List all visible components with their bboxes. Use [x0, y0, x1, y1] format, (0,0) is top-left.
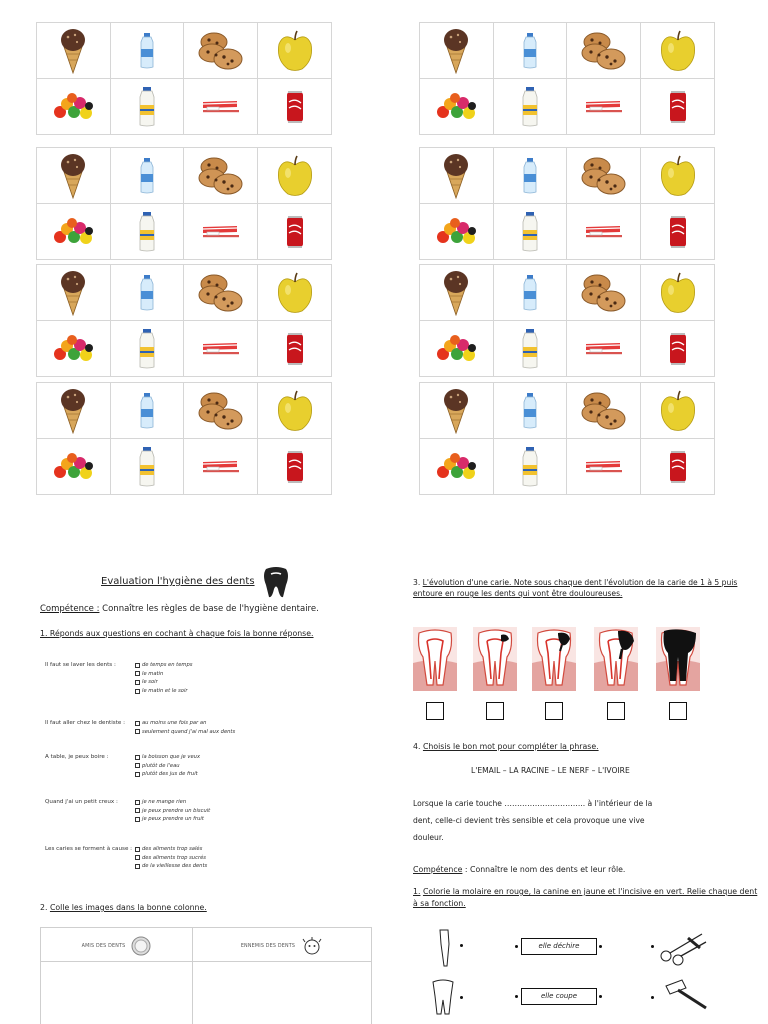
- grid-cell[interactable]: [258, 79, 332, 135]
- grid-cell[interactable]: [420, 148, 494, 204]
- grid-cell[interactable]: [567, 204, 641, 260]
- grid-cell[interactable]: [184, 265, 258, 321]
- grid-cell[interactable]: [184, 383, 258, 439]
- answer-option[interactable]: [135, 687, 192, 696]
- image-grid-2: [419, 22, 715, 135]
- col-friends-title: AMIS DES DENTS: [81, 943, 126, 949]
- grid-cell[interactable]: [258, 265, 332, 321]
- molar-icon: [430, 978, 456, 1018]
- grid-cell[interactable]: [493, 321, 567, 377]
- tools-dot-2[interactable]: [651, 996, 654, 999]
- ice-cream-icon: [420, 270, 493, 316]
- answer-text: seulement quand j'ai mal aux dents: [142, 728, 236, 735]
- ice-cream-icon: [420, 153, 493, 199]
- grid-cell[interactable]: [493, 148, 567, 204]
- milk-bottle-icon: [111, 212, 184, 252]
- answer-checkbox[interactable]: [135, 847, 140, 852]
- ice-cream-icon: [37, 388, 110, 434]
- grid-cell[interactable]: [110, 439, 184, 495]
- grid-cell[interactable]: [110, 321, 184, 377]
- answer-checkbox[interactable]: [135, 864, 140, 869]
- grid-cell[interactable]: [37, 79, 111, 135]
- answer-option[interactable]: [135, 661, 192, 670]
- decay-stage-tooth-icon: [473, 627, 517, 695]
- competence2-line: Compétence : Connaître le nom des dents et leur rôle.: [413, 865, 626, 874]
- competence-line: [40, 604, 319, 614]
- milk-bottle-icon: [111, 447, 184, 487]
- answer-checkbox[interactable]: [135, 721, 140, 726]
- apple-icon: [258, 272, 331, 314]
- grid-cell[interactable]: [258, 383, 332, 439]
- answer-text: je peux prendre un biscuit: [142, 807, 211, 814]
- apple-icon: [258, 30, 331, 72]
- q2-title: 2. Colle les images dans la bonne colonne.: [40, 903, 207, 912]
- function-tear-box: elle déchire: [521, 938, 597, 955]
- tear-right-dot[interactable]: [599, 945, 602, 948]
- answer-text: je peux prendre un fruit: [142, 816, 204, 823]
- grid-cell[interactable]: [567, 265, 641, 321]
- grid-cell[interactable]: [567, 148, 641, 204]
- milk-bottle-icon: [494, 447, 567, 487]
- grid-cell[interactable]: [420, 383, 494, 439]
- decay-stage-answer-box[interactable]: [486, 702, 504, 720]
- toothpaste-brush-icon: [184, 98, 257, 116]
- col-enemies[interactable]: [193, 928, 372, 962]
- answer-text: le matin: [142, 670, 164, 677]
- grid-cell[interactable]: [37, 148, 111, 204]
- grid-cell[interactable]: [258, 321, 332, 377]
- grid-cell[interactable]: [567, 383, 641, 439]
- grid-cell[interactable]: [641, 265, 715, 321]
- water-bottle-icon: [494, 393, 567, 429]
- water-bottle-icon: [111, 33, 184, 69]
- answer-option[interactable]: [135, 854, 207, 863]
- hammer-icon: [660, 978, 710, 1012]
- answer-text: plutôt de l'eau: [142, 762, 180, 769]
- col-friends-area[interactable]: [41, 962, 193, 1024]
- answer-checkbox[interactable]: [135, 772, 140, 777]
- candies-icon: [37, 217, 110, 247]
- q5-instructions: 1. Colorie la molaire en rouge, la canine en jaune et l'incisive en vert. Relie chaque dent à sa fonction.: [413, 887, 758, 908]
- candies-icon: [420, 452, 493, 482]
- decay-stage-tooth-icon: [656, 627, 700, 695]
- grid-cell[interactable]: [37, 439, 111, 495]
- question-label: Quand j'ai un petit creux :: [45, 799, 118, 805]
- answer-option[interactable]: [135, 815, 210, 824]
- grid-cell[interactable]: [110, 383, 184, 439]
- answer-text: la boisson que je veux: [142, 754, 201, 760]
- image-grid-8: [419, 382, 715, 495]
- grid-cell[interactable]: [184, 23, 258, 79]
- toothpaste-brush-icon: [567, 98, 640, 116]
- toothpaste-brush-icon: [567, 223, 640, 241]
- answer-checkbox[interactable]: [135, 763, 140, 768]
- answer-checkbox[interactable]: [135, 680, 140, 685]
- cola-can-icon: [641, 450, 714, 484]
- answer-text: le soir: [142, 679, 158, 686]
- tools-dot-1[interactable]: [651, 945, 654, 948]
- grid-cell[interactable]: [37, 383, 111, 439]
- cola-can-icon: [258, 332, 331, 366]
- germ-icon: [301, 936, 323, 956]
- scissors-tool-icon: [658, 928, 710, 966]
- question-options: [135, 661, 192, 695]
- tear-left-dot[interactable]: [515, 945, 518, 948]
- grid-cell[interactable]: [184, 79, 258, 135]
- grid-cell[interactable]: [641, 383, 715, 439]
- toothpaste-brush-icon: [184, 458, 257, 476]
- grid-cell[interactable]: [420, 321, 494, 377]
- candies-icon: [37, 92, 110, 122]
- answer-checkbox[interactable]: [135, 808, 140, 813]
- answer-text: le matin et le soir: [142, 687, 188, 694]
- answer-option[interactable]: [135, 728, 235, 737]
- answer-checkbox[interactable]: [135, 663, 140, 668]
- image-grid-7: [36, 382, 332, 495]
- answer-option[interactable]: [135, 862, 207, 871]
- decay-stage-answer-box[interactable]: [607, 702, 625, 720]
- candies-icon: [420, 92, 493, 122]
- water-bottle-icon: [111, 393, 184, 429]
- q1-title: 1. Réponds aux questions en cochant à chaque fois la bonne réponse.: [40, 629, 314, 638]
- milk-bottle-icon: [494, 212, 567, 252]
- grid-cell[interactable]: [184, 321, 258, 377]
- question-options: [135, 719, 235, 736]
- grid-cell[interactable]: [258, 23, 332, 79]
- grid-cell[interactable]: [641, 148, 715, 204]
- answer-option[interactable]: [135, 770, 200, 779]
- answer-checkbox[interactable]: [135, 800, 140, 805]
- grid-cell[interactable]: [110, 204, 184, 260]
- cookies-icon: [184, 273, 257, 313]
- answer-text: je ne mange rien: [142, 799, 187, 805]
- cola-can-icon: [641, 332, 714, 366]
- grid-cell[interactable]: [641, 23, 715, 79]
- toothpaste-brush-icon: [184, 340, 257, 358]
- question-options: [135, 798, 210, 824]
- cookies-icon: [184, 31, 257, 71]
- cookies-icon: [567, 391, 640, 431]
- answer-text: des aliments trop sucrés: [142, 854, 206, 861]
- apple-icon: [641, 30, 714, 72]
- apple-icon: [641, 390, 714, 432]
- question-label: Il faut se laver les dents :: [45, 662, 116, 668]
- grid-cell[interactable]: [641, 79, 715, 135]
- grid-cell[interactable]: [258, 439, 332, 495]
- grid-cell[interactable]: [567, 79, 641, 135]
- answer-option[interactable]: [135, 762, 200, 771]
- grid-cell[interactable]: [258, 204, 332, 260]
- grid-cell[interactable]: [493, 23, 567, 79]
- cut-right-dot[interactable]: [599, 995, 602, 998]
- question-options: [135, 753, 200, 779]
- image-grid-1: [36, 22, 332, 135]
- milk-bottle-icon: [111, 329, 184, 369]
- answer-option[interactable]: [135, 753, 200, 762]
- milk-bottle-icon: [494, 87, 567, 127]
- answer-option[interactable]: [135, 678, 192, 687]
- q4-title: 4. Choisis le bon mot pour compléter la phrase.: [413, 742, 599, 751]
- incisor-dot[interactable]: [460, 944, 463, 947]
- cola-can-icon: [641, 90, 714, 124]
- answer-option[interactable]: [135, 845, 207, 854]
- grid-cell[interactable]: [420, 265, 494, 321]
- milk-bottle-icon: [111, 87, 184, 127]
- grid-cell[interactable]: [420, 23, 494, 79]
- toothpaste-brush-icon: [567, 458, 640, 476]
- competence-label: Compétence :: [40, 604, 100, 614]
- cookies-icon: [567, 31, 640, 71]
- toothpaste-brush-icon: [184, 223, 257, 241]
- answer-option[interactable]: [135, 798, 210, 807]
- fill-sentence: Lorsque la carie touche ………………………….. à l'intérieur de la dent, celle-ci devient très sensible et cela provoque une vive douleur.: [413, 799, 653, 842]
- grid-cell[interactable]: [37, 321, 111, 377]
- cookies-icon: [567, 273, 640, 313]
- grid-cell[interactable]: [184, 148, 258, 204]
- milk-bottle-icon: [494, 329, 567, 369]
- decay-stage-answer-box[interactable]: [426, 702, 444, 720]
- col-enemies-title: ENNEMIS DES DENTS: [240, 943, 296, 949]
- cola-can-icon: [258, 90, 331, 124]
- sort-table: [40, 927, 372, 1024]
- answer-checkbox[interactable]: [135, 671, 140, 676]
- grid-cell[interactable]: [493, 265, 567, 321]
- decay-stage-tooth-icon: [532, 627, 576, 695]
- question-label: Il faut aller chez le dentiste :: [45, 720, 125, 726]
- candies-icon: [420, 334, 493, 364]
- decay-stage-answer-box[interactable]: [545, 702, 563, 720]
- answer-text: de la vieillesse des dents: [142, 863, 208, 870]
- happy-tooth-icon: [131, 936, 151, 956]
- ice-cream-icon: [420, 388, 493, 434]
- apple-icon: [641, 272, 714, 314]
- grid-cell[interactable]: [493, 383, 567, 439]
- water-bottle-icon: [111, 275, 184, 311]
- word-bank: L'EMAIL – LA RACINE – LE NERF – L'IVOIRE: [471, 766, 630, 775]
- water-bottle-icon: [494, 275, 567, 311]
- image-grid-5: [36, 264, 332, 377]
- answer-checkbox[interactable]: [135, 855, 140, 860]
- answer-option[interactable]: [135, 670, 192, 679]
- question-label: Les caries se forment à cause :: [45, 846, 133, 852]
- question-options: [135, 845, 207, 871]
- answer-option[interactable]: [135, 807, 210, 816]
- candies-icon: [420, 217, 493, 247]
- grid-cell[interactable]: [641, 321, 715, 377]
- grid-cell[interactable]: [184, 204, 258, 260]
- answer-checkbox[interactable]: [135, 755, 140, 760]
- decay-stage-tooth-icon: [413, 627, 457, 695]
- ice-cream-icon: [37, 270, 110, 316]
- grid-cell[interactable]: [37, 265, 111, 321]
- answer-text: plutôt des jus de fruit: [142, 771, 198, 778]
- cola-can-icon: [258, 215, 331, 249]
- image-grid-4: [419, 147, 715, 260]
- grid-cell[interactable]: [420, 439, 494, 495]
- grid-cell[interactable]: [110, 148, 184, 204]
- grid-cell[interactable]: [567, 23, 641, 79]
- cookies-icon: [567, 156, 640, 196]
- grid-cell[interactable]: [493, 79, 567, 135]
- col-enemies-area[interactable]: [193, 962, 372, 1024]
- col-friends[interactable]: [41, 928, 193, 962]
- cola-can-icon: [258, 450, 331, 484]
- grid-cell[interactable]: [37, 23, 111, 79]
- cola-can-icon: [641, 215, 714, 249]
- competence-text: Connaître les règles de base de l'hygiène dentaire.: [102, 604, 319, 614]
- apple-icon: [258, 155, 331, 197]
- answer-checkbox[interactable]: [135, 817, 140, 822]
- grid-cell[interactable]: [110, 79, 184, 135]
- answer-text: au moins une fois par an: [142, 720, 207, 726]
- answer-checkbox[interactable]: [135, 729, 140, 734]
- grid-cell[interactable]: [641, 204, 715, 260]
- water-bottle-icon: [494, 158, 567, 194]
- cookies-icon: [184, 156, 257, 196]
- cookies-icon: [184, 391, 257, 431]
- question-label: A table, je peux boire :: [45, 754, 109, 760]
- decay-stage-tooth-icon: [594, 627, 638, 695]
- grid-cell[interactable]: [420, 204, 494, 260]
- grid-cell[interactable]: [493, 439, 567, 495]
- candies-icon: [37, 452, 110, 482]
- water-bottle-icon: [494, 33, 567, 69]
- answer-text: de temps en temps: [142, 662, 193, 668]
- image-grid-3: [36, 147, 332, 260]
- grid-cell[interactable]: [110, 265, 184, 321]
- tooth-logo-icon: [262, 565, 290, 599]
- cut-left-dot[interactable]: [515, 995, 518, 998]
- grid-cell[interactable]: [420, 79, 494, 135]
- grid-cell[interactable]: [110, 23, 184, 79]
- apple-icon: [641, 155, 714, 197]
- answer-text: des aliments trop salés: [142, 846, 203, 852]
- grid-cell[interactable]: [258, 148, 332, 204]
- worksheet-title: Evaluation l'hygiène des dents: [101, 576, 255, 587]
- answer-option[interactable]: [135, 719, 235, 728]
- grid-cell[interactable]: [641, 439, 715, 495]
- molar-dot[interactable]: [460, 996, 463, 999]
- decay-stage-answer-box[interactable]: [669, 702, 687, 720]
- grid-cell[interactable]: [567, 439, 641, 495]
- incisor-icon: [434, 928, 454, 968]
- grid-cell[interactable]: [493, 204, 567, 260]
- answer-checkbox[interactable]: [135, 689, 140, 694]
- ice-cream-icon: [37, 153, 110, 199]
- image-grid-6: [419, 264, 715, 377]
- ice-cream-icon: [37, 28, 110, 74]
- grid-cell[interactable]: [37, 204, 111, 260]
- function-cut-box: elle coupe: [521, 988, 597, 1005]
- grid-cell[interactable]: [567, 321, 641, 377]
- q3-instructions: 3. L'évolution d'une carie. Note sous chaque dent l'évolution de la carie de 1 à 5 puis entoure en rouge les dents qui vont être douloureuses.: [413, 578, 738, 598]
- water-bottle-icon: [111, 158, 184, 194]
- ice-cream-icon: [420, 28, 493, 74]
- apple-icon: [258, 390, 331, 432]
- grid-cell[interactable]: [184, 439, 258, 495]
- toothpaste-brush-icon: [567, 340, 640, 358]
- candies-icon: [37, 334, 110, 364]
